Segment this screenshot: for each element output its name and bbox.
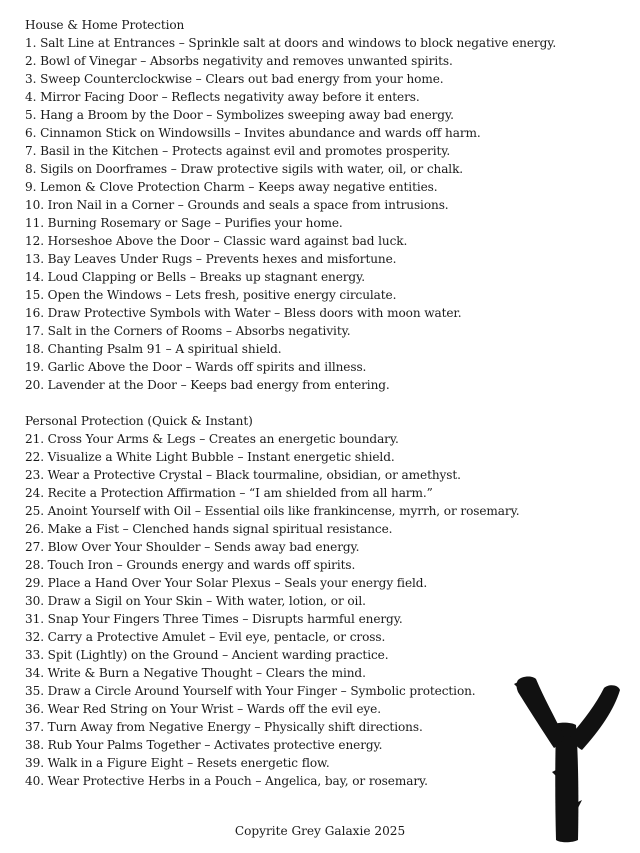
list-item: 18. Chanting Psalm 91 – A spiritual shield.: [25, 342, 282, 356]
list-item: 9. Lemon & Clove Protection Charm – Keeps away negative entities.: [25, 180, 438, 194]
list-item: 23. Wear a Protective Crystal – Black tourmaline, obsidian, or amethyst.: [25, 468, 461, 482]
list-item: 26. Make a Fist – Clenched hands signal spiritual resistance.: [25, 522, 393, 536]
list-item: 28. Touch Iron – Grounds energy and wards off spirits.: [25, 558, 356, 572]
section-title-house-home: House & Home Protection: [25, 18, 185, 32]
list-item: 6. Cinnamon Stick on Windowsills – Invites abundance and wards off harm.: [25, 126, 481, 140]
rune-right-arm: [570, 685, 620, 750]
list-item: 1. Salt Line at Entrances – Sprinkle salt at doors and windows to block negative energy.: [25, 36, 557, 50]
list-item: 36. Wear Red String on Your Wrist – Wards off the evil eye.: [25, 702, 381, 716]
list-item: 8. Sigils on Doorframes – Draw protective sigils with water, oil, or chalk.: [25, 162, 464, 176]
list-item: 17. Salt in the Corners of Rooms – Absorbs negativity.: [25, 324, 351, 338]
list-item: 39. Walk in a Figure Eight – Resets energetic flow.: [25, 756, 330, 770]
list-item: 3. Sweep Counterclockwise – Clears out bad energy from your home.: [25, 72, 444, 86]
list-item: 35. Draw a Circle Around Yourself with Your Finger – Symbolic protection.: [25, 684, 476, 698]
list-item: 38. Rub Your Palms Together – Activates protective energy.: [25, 738, 383, 752]
list-item: 32. Carry a Protective Amulet – Evil eye, pentacle, or cross.: [25, 630, 386, 644]
house-home-protection-section: [25, 16, 625, 394]
list-item: 19. Garlic Above the Door – Wards off spirits and illness.: [25, 360, 367, 374]
list-item: 20. Lavender at the Door – Keeps bad energy from entering.: [25, 378, 390, 392]
list-item: 24. Recite a Protection Affirmation – “I am shielded from all harm.”: [25, 486, 433, 500]
list-item: 27. Blow Over Your Shoulder – Sends away bad energy.: [25, 540, 360, 554]
list-item: 33. Spit (Lightly) on the Ground – Ancient warding practice.: [25, 648, 389, 662]
list-item: 10. Iron Nail in a Corner – Grounds and seals a space from intrusions.: [25, 198, 449, 212]
list-item: 31. Snap Your Fingers Three Times – Disrupts harmful energy.: [25, 612, 403, 626]
list-item: 16. Draw Protective Symbols with Water – Bless doors with moon water.: [25, 306, 462, 320]
list-item: 37. Turn Away from Negative Energy – Physically shift directions.: [25, 720, 423, 734]
list-item: 2. Bowl of Vinegar – Absorbs negativity and removes unwanted spirits.: [25, 54, 453, 68]
list-item: 22. Visualize a White Light Bubble – Instant energetic shield.: [25, 450, 395, 464]
list-item: 34. Write & Burn a Negative Thought – Clears the mind.: [25, 666, 366, 680]
list-item: 29. Place a Hand Over Your Solar Plexus – Seals your energy field.: [25, 576, 428, 590]
list-item: 12. Horseshoe Above the Door – Classic ward against bad luck.: [25, 234, 408, 248]
list-item: 30. Draw a Sigil on Your Skin – With water, lotion, or oil.: [25, 594, 366, 608]
list-item: 40. Wear Protective Herbs in a Pouch – Angelica, bay, or rosemary.: [25, 774, 428, 788]
rune-fleck: [578, 800, 582, 808]
rune-fleck: [552, 770, 556, 776]
algiz-rune-icon: [512, 672, 624, 844]
section-title-personal: Personal Protection (Quick & Instant): [25, 414, 253, 428]
list-item: 25. Anoint Yourself with Oil – Essential oils like frankincense, myrrh, or rosemary.: [25, 504, 520, 518]
list-item: 21. Cross Your Arms & Legs – Creates an energetic boundary.: [25, 432, 399, 446]
list-item: 7. Basil in the Kitchen – Protects against evil and promotes prosperity.: [25, 144, 451, 158]
copyright-footer: Copyrite Grey Galaxie 2025: [234, 824, 406, 838]
section-spacer: [25, 394, 625, 412]
list-item: 4. Mirror Facing Door – Reflects negativity away before it enters.: [25, 90, 420, 104]
list-item: 11. Burning Rosemary or Sage – Purifies your home.: [25, 216, 343, 230]
list-item: 15. Open the Windows – Lets fresh, positive energy circulate.: [25, 288, 397, 302]
list-item: 14. Loud Clapping or Bells – Breaks up stagnant energy.: [25, 270, 365, 284]
rune-fleck: [514, 682, 518, 688]
list-item: 13. Bay Leaves Under Rugs – Prevents hexes and misfortune.: [25, 252, 397, 266]
list-item: 5. Hang a Broom by the Door – Symbolizes sweeping away bad energy.: [25, 108, 454, 122]
rune-left-arm: [517, 676, 565, 748]
